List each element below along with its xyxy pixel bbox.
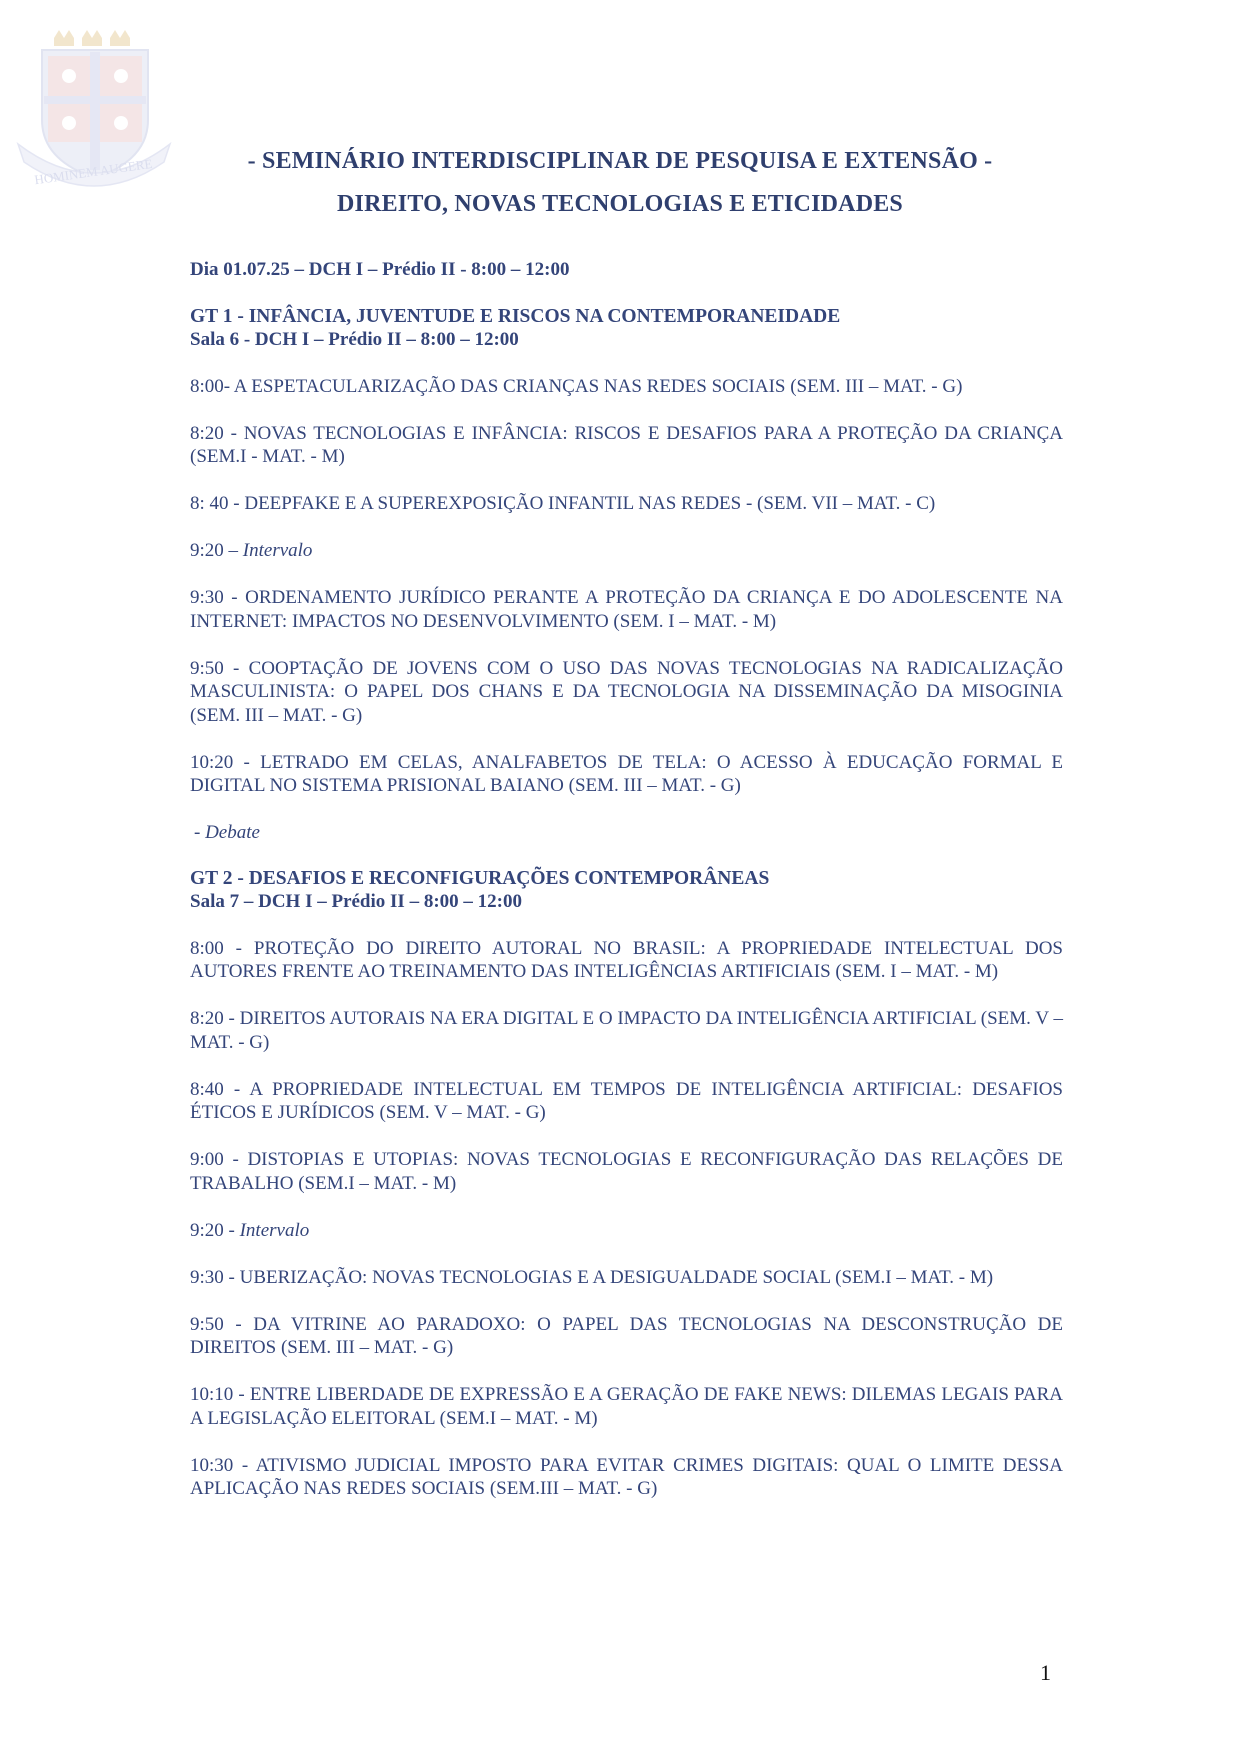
group-room: Sala 7 – DCH I – Prédio II – 8:00 – 12:00: [190, 891, 522, 912]
svg-text:HOMINEM AUGERE: HOMINEM AUGERE: [33, 155, 154, 188]
working-group-2: [190, 867, 1063, 1501]
schedule-entry: 8: 40 - DEEPFAKE E A SUPEREXPOSIÇÃO INFANTIL NAS REDES - (SEM. VII – MAT. - C): [190, 493, 936, 514]
seminar-title-line-1: - SEMINÁRIO INTERDISCIPLINAR DE PESQUISA E EXTENSÃO -: [247, 148, 993, 174]
schedule-entry: 9:50 - COOPTAÇÃO DE JOVENS COM O USO DAS NOVAS TECNOLOGIAS NA RADICALIZAÇÃO MASCULINISTA: O PAPEL DOS CHANS E DA TECNOLOGIA NA DISSEMINAÇÃO DA MISOGINIA (SEM. III – MAT. - G): [190, 657, 1063, 726]
schedule-entry: 8:40 - A PROPRIEDADE INTELECTUAL EM TEMPOS DE INTELIGÊNCIA ARTIFICIAL: DESAFIOS ÉTICOS E JURÍDICOS (SEM. V – MAT. - G): [190, 1078, 1063, 1123]
schedule-entry: 10:20 - LETRADO EM CELAS, ANALFABETOS DE TELA: O ACESSO À EDUCAÇÃO FORMAL E DIGITAL NO SISTEMA PRISIONAL BAIANO (SEM. III – MAT. - G): [190, 751, 1063, 796]
debate-label: - Debate: [194, 822, 260, 843]
break-time: 9:20 -: [190, 1219, 240, 1241]
schedule-entry: 9:50 - DA VITRINE AO PARADOXO: O PAPEL DAS TECNOLOGIAS NA DESCONSTRUÇÃO DE DIREITOS (SEM. III – MAT. - G): [190, 1313, 1063, 1358]
group-title: GT 2 - DESAFIOS E RECONFIGURAÇÕES CONTEMPORÂNEAS: [190, 867, 770, 889]
schedule-entry: 8:20 - DIREITOS AUTORAIS NA ERA DIGITAL E O IMPACTO DA INTELIGÊNCIA ARTIFICIAL (SEM. V – MAT. - G): [190, 1008, 1063, 1053]
schedule-entry: 9:00 - DISTOPIAS E UTOPIAS: NOVAS TECNOLOGIAS E RECONFIGURAÇÃO DAS RELAÇÕES DE TRABALHO (SEM.I – MAT. - M): [190, 1149, 1063, 1194]
seminar-title-line-2: DIREITO, NOVAS TECNOLOGIAS E ETICIDADES: [337, 191, 903, 217]
schedule-content: [190, 258, 1063, 1524]
page-number: 1: [1040, 1660, 1051, 1685]
group-room: Sala 6 - DCH I – Prédio II – 8:00 – 12:00: [190, 329, 519, 350]
break-label: Intervalo: [239, 1219, 310, 1241]
break-line: [190, 539, 1063, 563]
break-line: [190, 1219, 1063, 1243]
schedule-entry: 9:30 - UBERIZAÇÃO: NOVAS TECNOLOGIAS E A DESIGUALDADE SOCIAL (SEM.I – MAT. - M): [190, 1266, 994, 1288]
schedule-entry: 8:00 - PROTEÇÃO DO DIREITO AUTORAL NO BRASIL: A PROPRIEDADE INTELECTUAL DOS AUTORES FRENTE AO TREINAMENTO DAS INTELIGÊNCIAS ARTIFICIAIS (SEM. I – MAT. - M): [190, 937, 1063, 982]
schedule-entry: 8:00- A ESPETACULARIZAÇÃO DAS CRIANÇAS NAS REDES SOCIAIS (SEM. III – MAT. - G): [190, 375, 963, 397]
working-group-1: [190, 305, 1063, 845]
break-label: Intervalo: [242, 540, 313, 561]
schedule-entry: 10:10 - ENTRE LIBERDADE DE EXPRESSÃO E A GERAÇÃO DE FAKE NEWS: DILEMAS LEGAIS PARA A LEGISLAÇÃO ELEITORAL (SEM.I – MAT. - M): [190, 1384, 1063, 1429]
break-time: 9:20 –: [190, 540, 243, 561]
schedule-entry: 8:20 - NOVAS TECNOLOGIAS E INFÂNCIA: RISCOS E DESAFIOS PARA A PROTEÇÃO DA CRIANÇA (SEM.I - MAT. - M): [190, 422, 1063, 467]
schedule-entry: 9:30 - ORDENAMENTO JURÍDICO PERANTE A PROTEÇÃO DA CRIANÇA E DO ADOLESCENTE NA INTERNET: IMPACTOS NO DESENVOLVIMENTO (SEM. I – MAT. - M): [190, 587, 1063, 632]
date-line: Dia 01.07.25 – DCH I – Prédio II - 8:00 – 12:00: [190, 259, 570, 280]
schedule-entry: 10:30 - ATIVISMO JUDICIAL IMPOSTO PARA EVITAR CRIMES DIGITAIS: QUAL O LIMITE DESSA APLICAÇÃO NAS REDES SOCIAIS (SEM.III – MAT. - G): [190, 1454, 1063, 1499]
group-title: GT 1 - INFÂNCIA, JUVENTUDE E RISCOS NA CONTEMPORANEIDADE: [190, 305, 841, 327]
